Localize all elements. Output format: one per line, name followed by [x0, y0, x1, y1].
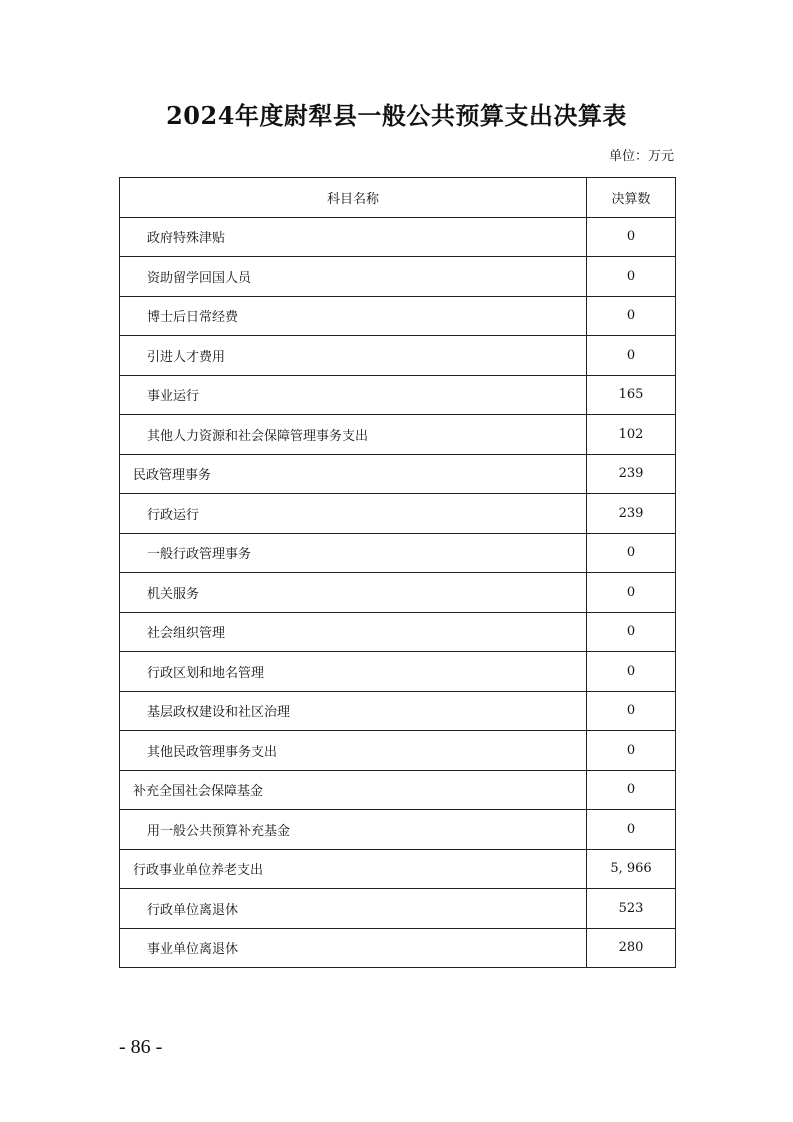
table-body	[120, 217, 676, 968]
final-amount-cell: 280	[587, 928, 676, 968]
subject-name-cell: 行政运行	[120, 494, 587, 534]
table-row	[120, 849, 676, 889]
subject-name-cell: 民政管理事务	[120, 454, 587, 494]
subject-name-cell: 社会组织管理	[120, 612, 587, 652]
table-row	[120, 573, 676, 613]
subject-name-cell: 其他人力资源和社会保障管理事务支出	[120, 415, 587, 455]
budget-table	[119, 177, 676, 968]
final-amount-cell: 0	[587, 257, 676, 297]
table-row	[120, 770, 676, 810]
table-header-row	[120, 178, 676, 218]
table-row	[120, 217, 676, 257]
header-subject-name: 科目名称	[120, 178, 587, 218]
table-row	[120, 533, 676, 573]
unit-label: 单位：万元	[608, 149, 674, 164]
table-row	[120, 889, 676, 929]
table-row	[120, 612, 676, 652]
final-amount-cell: 0	[587, 217, 676, 257]
subject-name-cell: 用一般公共预算补充基金	[120, 810, 587, 850]
subject-name-cell: 事业运行	[120, 375, 587, 415]
table-row	[120, 454, 676, 494]
subject-name-cell: 行政事业单位养老支出	[120, 849, 587, 889]
table-row	[120, 731, 676, 771]
final-amount-cell: 0	[587, 573, 676, 613]
table-row	[120, 494, 676, 534]
final-amount-cell: 0	[587, 770, 676, 810]
subject-name-cell: 基层政权建设和社区治理	[120, 691, 587, 731]
final-amount-cell: 0	[587, 336, 676, 376]
table-row	[120, 336, 676, 376]
subject-name-cell: 行政单位离退休	[120, 889, 587, 929]
table-row	[120, 296, 676, 336]
subject-name-cell: 引进人才费用	[120, 336, 587, 376]
table-row	[120, 810, 676, 850]
final-amount-cell: 0	[587, 533, 676, 573]
final-amount-cell: 0	[587, 612, 676, 652]
subject-name-cell: 资助留学回国人员	[120, 257, 587, 297]
subject-name-cell: 行政区划和地名管理	[120, 652, 587, 692]
table-row	[120, 257, 676, 297]
final-amount-cell: 0	[587, 296, 676, 336]
final-amount-cell: 523	[587, 889, 676, 929]
subject-name-cell: 机关服务	[120, 573, 587, 613]
final-amount-cell: 0	[587, 731, 676, 771]
final-amount-cell: 165	[587, 375, 676, 415]
subject-name-cell: 政府特殊津贴	[120, 217, 587, 257]
final-amount-cell: 239	[587, 454, 676, 494]
table-row	[120, 375, 676, 415]
final-amount-cell: 5, 966	[587, 849, 676, 889]
subject-name-cell: 一般行政管理事务	[120, 533, 587, 573]
final-amount-cell: 102	[587, 415, 676, 455]
final-amount-cell: 0	[587, 810, 676, 850]
table-row	[120, 691, 676, 731]
table-row	[120, 928, 676, 968]
table-row	[120, 415, 676, 455]
final-amount-cell: 0	[587, 691, 676, 731]
table-row	[120, 652, 676, 692]
page-title: 2024年度尉犁县一般公共预算支出决算表	[166, 101, 627, 130]
subject-name-cell: 博士后日常经费	[120, 296, 587, 336]
header-final-amount: 决算数	[587, 178, 676, 218]
final-amount-cell: 239	[587, 494, 676, 534]
page-number: - 86 -	[119, 1036, 163, 1058]
subject-name-cell: 补充全国社会保障基金	[120, 770, 587, 810]
subject-name-cell: 事业单位离退休	[120, 928, 587, 968]
subject-name-cell: 其他民政管理事务支出	[120, 731, 587, 771]
final-amount-cell: 0	[587, 652, 676, 692]
